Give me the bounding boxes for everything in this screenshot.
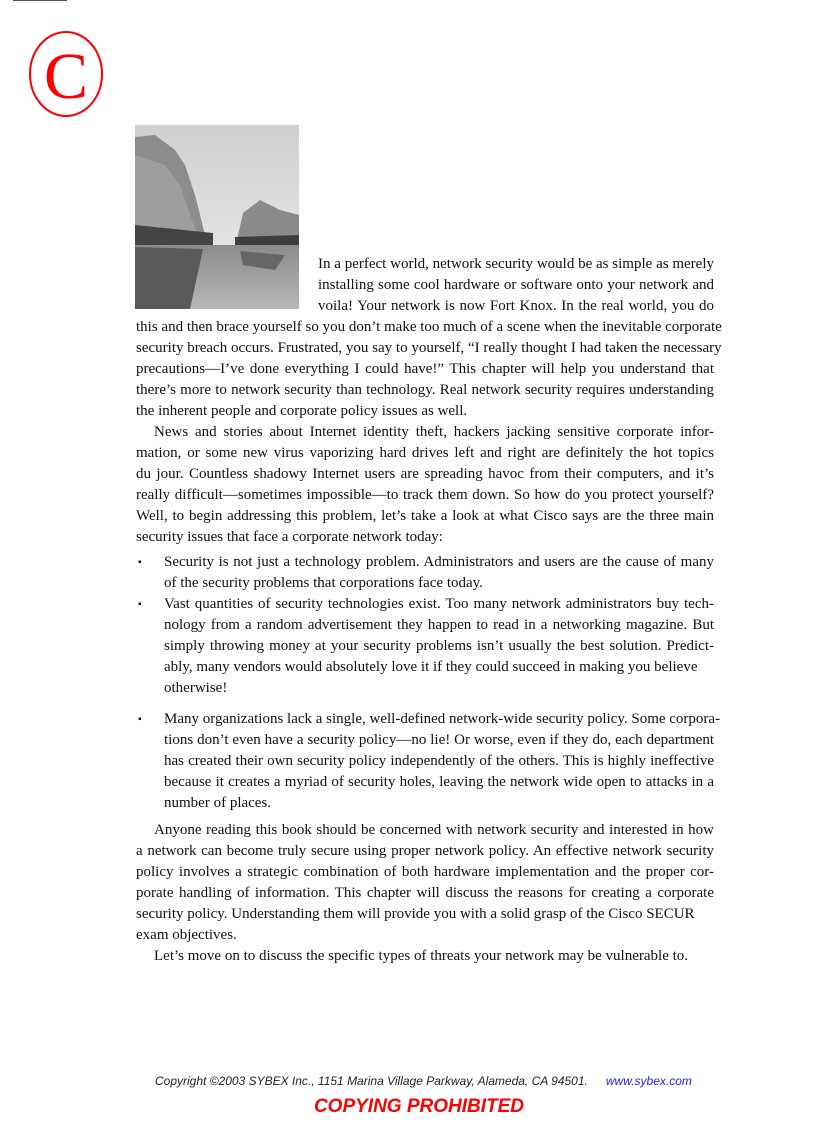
text-line: simply throwing money at your security problems isn’t usually the best solution. Predict-: [164, 638, 714, 654]
text-line: of the security problems that corporations face today.: [164, 575, 483, 591]
text-line: voila! Your network is now Fort Knox. In the real world, you do: [318, 298, 714, 314]
text-line: In a perfect world, network security would be as simple as merely: [318, 256, 714, 272]
text-line: Well, to begin addressing this problem, let’s take a look at what Cisco says are the three main: [136, 508, 714, 524]
text-line: security issues that face a corporate network today:: [136, 529, 443, 545]
top-rule: [13, 0, 67, 1]
text-line: Let’s move on to discuss the specific types of threats your network may be vulnerable to.: [154, 948, 689, 964]
bullet-marker: ▪: [138, 714, 142, 725]
bullet-item-2: [164, 594, 714, 699]
bullet-marker: ▪: [138, 599, 142, 610]
text-line: Anyone reading this book should be concerned with network security and interested in how: [154, 822, 714, 838]
text-line: because it creates a myriad of security holes, leaving the network wide open to attacks in a: [164, 774, 714, 790]
text-line: du jour. Countless shadowy Internet users are spreading havoc from their computers, and it’s: [136, 466, 714, 482]
intro-paragraph: [136, 317, 722, 422]
text-line: News and stories about Internet identity theft, hackers jacking sensitive corporate infor-: [154, 424, 714, 440]
bullet-item-1: [164, 552, 714, 594]
text-line: policy involves a strategic combination of both hardware implementation and the proper cor-: [136, 864, 714, 880]
text-line: mation, or some new virus vaporizing hard drives left and right are definitely the hot topics: [136, 445, 714, 461]
closing-paragraph: [154, 946, 714, 967]
bullet-item-3: [164, 709, 721, 814]
text-line: number of places.: [164, 795, 272, 811]
text-line: installing some cool hardware or software onto your network and: [318, 277, 714, 293]
text-line: security policy. Understanding them will provide you with a solid grasp of the Cisco SECUR: [136, 906, 695, 922]
text-line: Vast quantities of security technologies exist. Too many network administrators buy tech-: [164, 596, 714, 612]
text-line: ably, many vendors would absolutely love it if they could succeed in making you believe: [164, 659, 698, 675]
text-line: a network can become truly secure using proper network policy. An effective network security: [136, 843, 714, 859]
publisher-link[interactable]: www.sybex.com: [605, 1074, 692, 1088]
text-line: exam objectives.: [136, 927, 237, 943]
footer: [155, 1074, 692, 1088]
text-line: nology from a random advertisement they happen to read in a networking magazine. But: [164, 617, 714, 633]
text-line: precautions—I’ve done everything I could have!” This chapter will help you understand that: [136, 361, 714, 377]
intro-paragraph-lead: [318, 254, 714, 317]
bullet-marker: ▪: [138, 557, 142, 568]
copying-prohibited-notice: COPYING PROHIBITED: [313, 1096, 525, 1117]
copyright-seal-icon: [28, 30, 104, 118]
text-line: Security is not just a technology problem. Administrators and users are the cause of many: [164, 554, 714, 570]
text-line: Many organizations lack a single, well-defined network-wide security policy. Some corpora-: [164, 711, 721, 727]
copyright-notice: Copyright ©2003 SYBEX Inc., 1151 Marina Village Parkway, Alameda, CA 94501.: [155, 1074, 588, 1088]
text-line: otherwise!: [164, 680, 228, 696]
text-line: porate handling of information. This chapter will discuss the reasons for creating a corporate: [136, 885, 714, 901]
text-line: has created their own security policy independently of the others. This is highly ineffective: [164, 753, 714, 769]
text-line: there’s more to network security than technology. Real network security requires understanding: [136, 382, 714, 398]
text-line: security breach occurs. Frustrated, you say to yourself, “I really thought I had taken the necessary: [136, 340, 722, 356]
news-paragraph: [136, 422, 714, 548]
policy-paragraph: [136, 820, 714, 946]
text-line: the inherent people and corporate policy issues as well.: [136, 403, 468, 419]
coastal-rocks-photo: [135, 125, 299, 309]
text-line: really difficult—sometimes impossible—to track them down. So how do you protect yourself?: [136, 487, 714, 503]
text-line: this and then brace yourself so you don’t make too much of a scene when the inevitable corporate: [136, 319, 722, 335]
text-line: tions don’t even have a security policy—no lie! Or worse, even if they do, each department: [164, 732, 714, 748]
svg-text:C: C: [43, 40, 89, 113]
